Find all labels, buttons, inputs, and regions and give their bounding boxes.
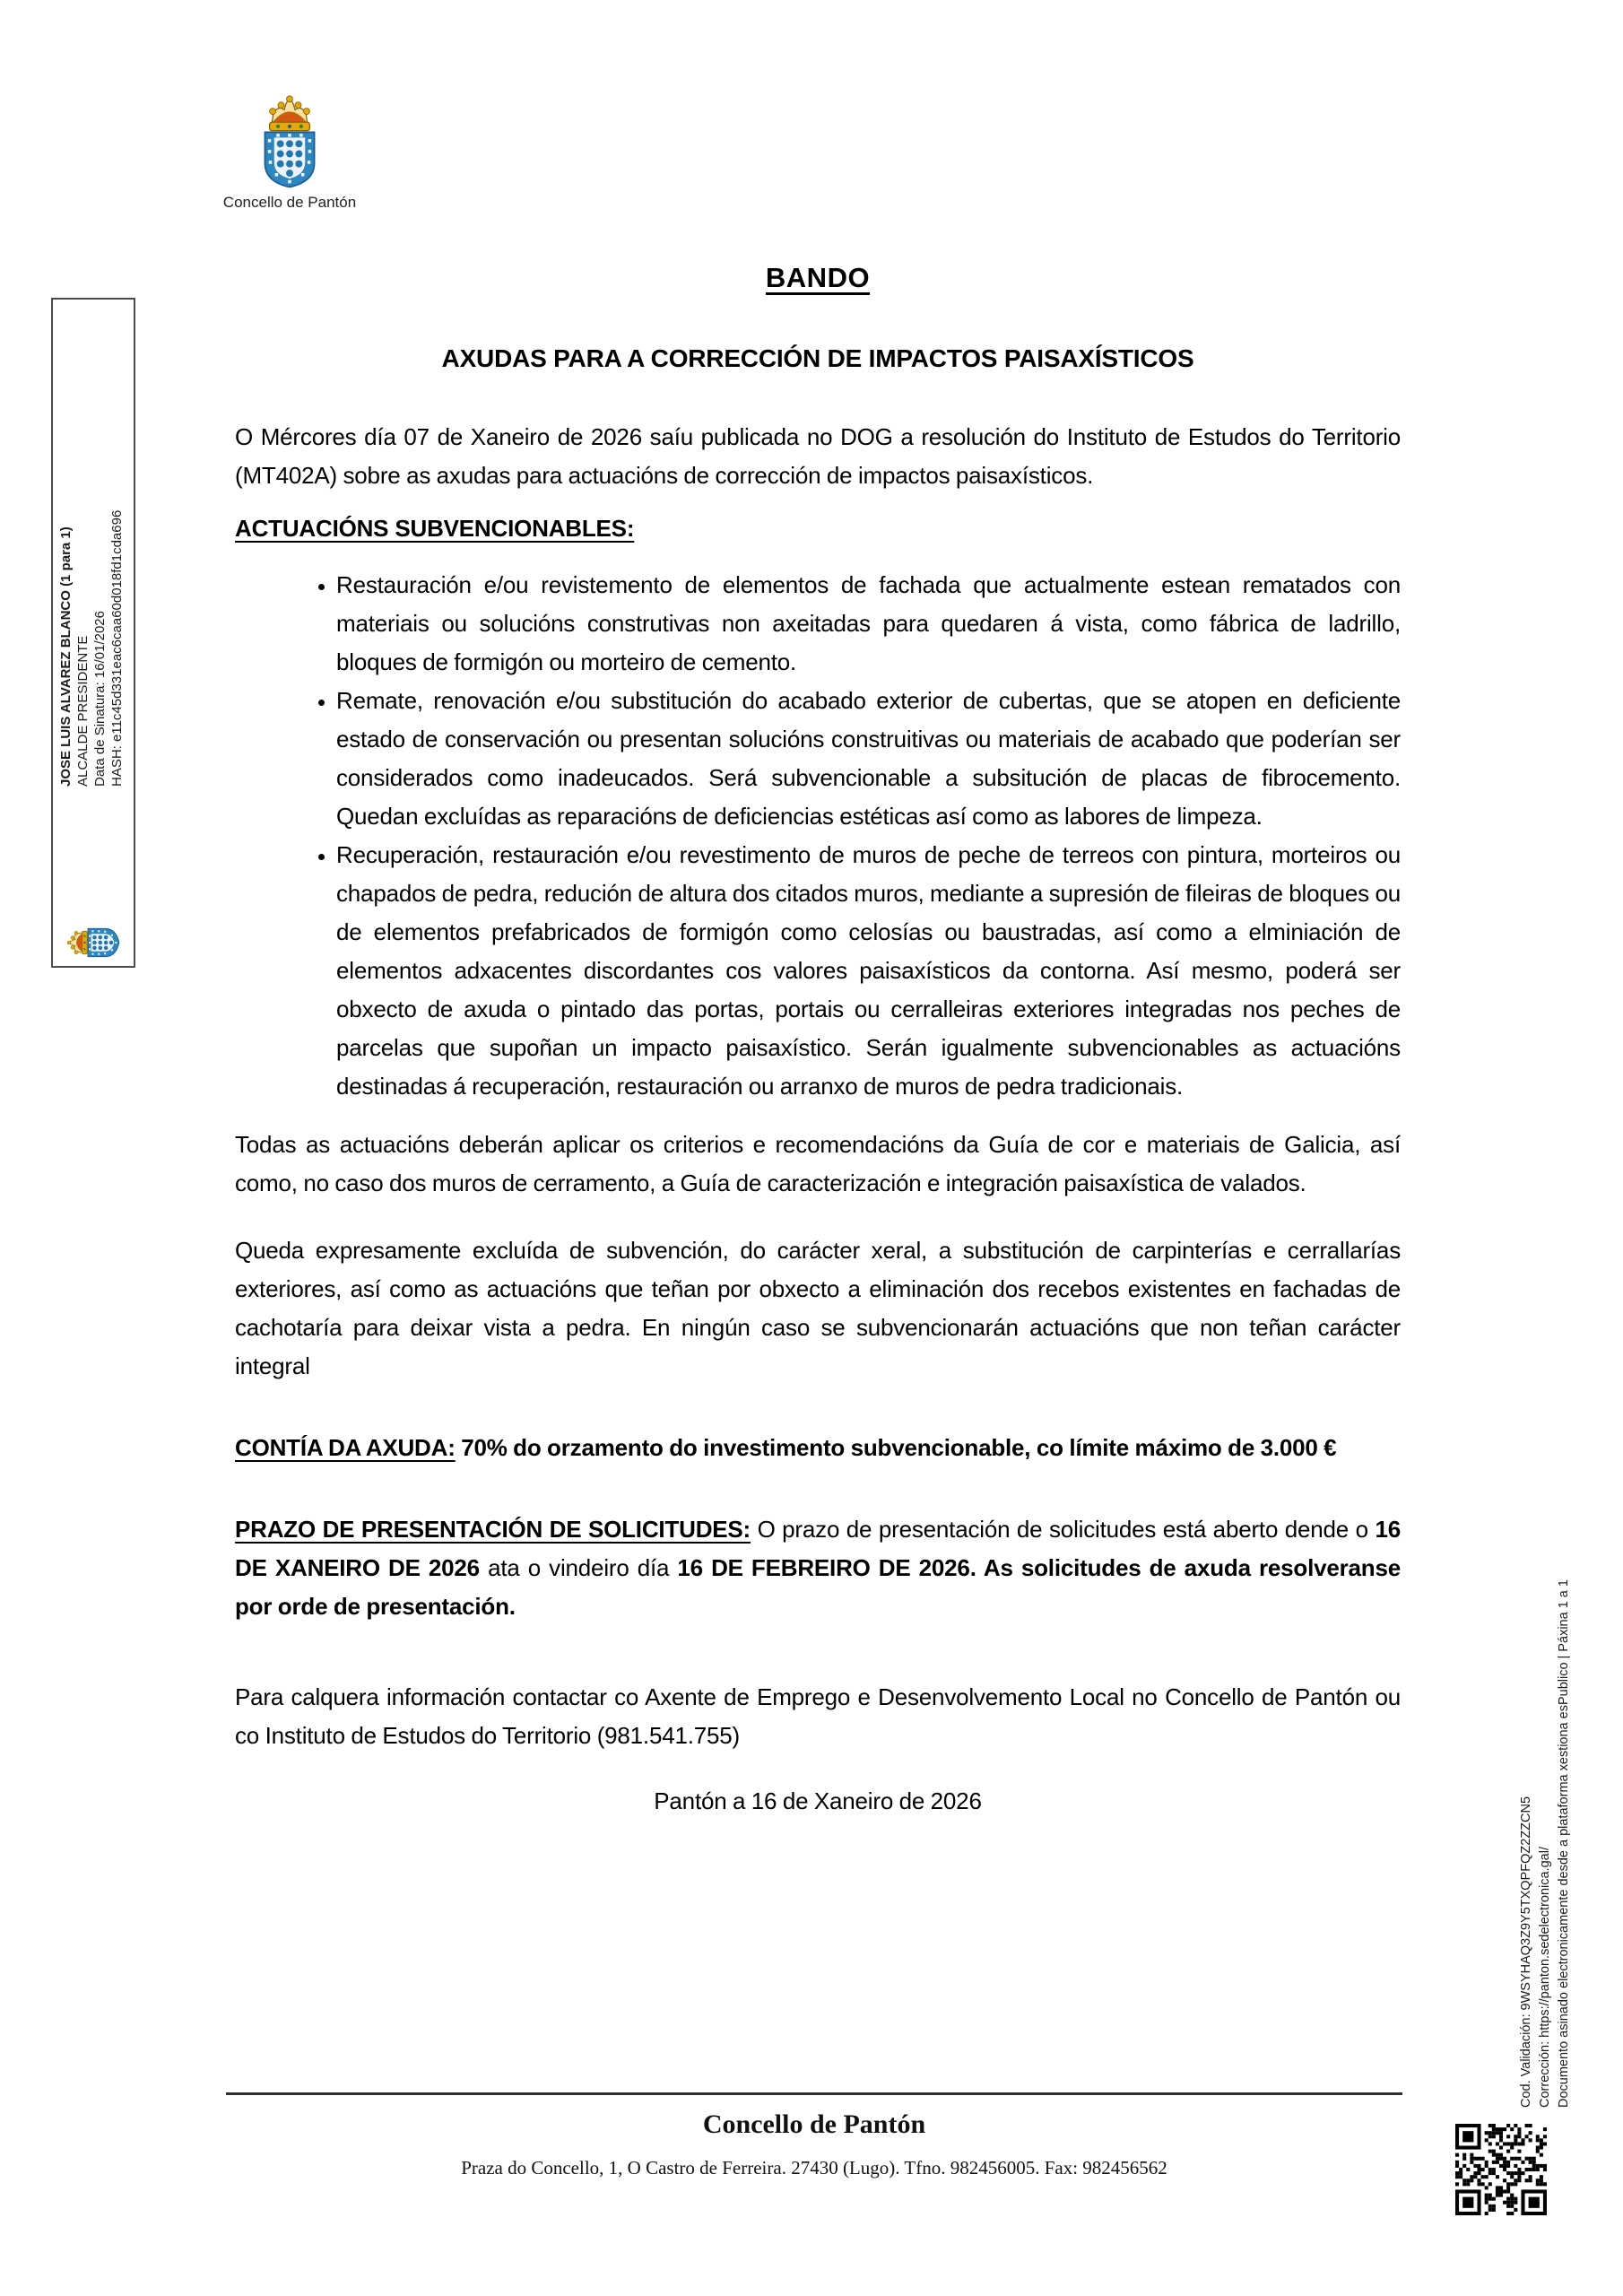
doc-subtitle: AXUDAS PARA A CORRECCIÓN DE IMPACTOS PAISAXÍSTICOS xyxy=(441,344,1194,372)
coat-of-arms-small-icon xyxy=(64,905,121,946)
signature-text xyxy=(57,477,129,787)
signer-role: ALCALDE PRESIDENTE xyxy=(75,635,91,787)
document-body xyxy=(235,262,1401,1821)
paragraph-criteria: Todas as actuacións deberán aplicar os criterios e recomendacións da Guía de cor e materiais de Galicia, así como, no caso dos muros de cerramento, a Guía de caracterización e integración paisaxística de valados. xyxy=(235,1131,1401,1196)
signature-hash: HASH: e11c45d331eac6caa60d018fd1cda696 xyxy=(109,509,125,787)
section-heading-actuacions: ACTUACIÓNS SUBVENCIONABLES: xyxy=(235,515,635,542)
footer-org-name: Concello de Pantón xyxy=(702,2109,926,2139)
paragraph-contact: Para calquera información contactar co Axente de Emprego e Desenvolvemento Local no Concello de Pantón ou co Instituto de Estudos do Territorio (981.541.755) xyxy=(235,1683,1401,1749)
qr-code xyxy=(1455,2124,1547,2215)
paragraph-exclusions: Queda expresamente excluída de subvención, do carácter xeral, a substitución de carpinterías e cerrallarías exteriores, así como as actuacións que teñan por obxecto a eliminación dos recebos existentes en fachadas de cachotaría para deixar vista a pedra. En ningún caso se subvencionarán actuacións que non teñan carácter integral xyxy=(235,1237,1401,1379)
deadline-date-end: 16 DE FEBREIRO DE 2026. As solicitudes de axuda resolveranse por orde de presentación. xyxy=(235,1554,1402,1620)
subsidised-actions-list xyxy=(235,566,1401,1106)
paragraph-deadline xyxy=(235,1510,1401,1626)
list-item: • Restauración e/ou revistemento de elementos de fachada que actualmente estean rematados con materiais ou solucións construtivas non axeitadas para quedaren á vista, como fábrica de ladrillo, bloques de formigón ou morteiro de cemento. xyxy=(336,566,1401,682)
signer-name: JOSE LUIS ALVAREZ BLANCO (1 para 1) xyxy=(58,526,74,787)
intro-paragraph: O Mércores día 07 de Xaneiro de 2026 saíu publicada no DOG a resolución do Instituto de Estudos do Territorio (MT402A) sobre as axudas para actuacións de corrección de impactos paisaxísticos. xyxy=(235,423,1401,489)
paragraph-amount xyxy=(235,1429,1401,1467)
list-item: • Remate, renovación e/ou substitución do acabado exterior de cubertas, que se atopen en deficiente estado de conservación ou presentan solucións construitivas ou materiais de acabado que poderían ser considerados como inadeucados. Será subvencionable a subsitución de placas de fibrocemento. Quedan excluídas as reparacións de deficiencias estéticas así como as labores de limpeza. xyxy=(336,682,1401,836)
page-title: BANDO xyxy=(765,262,871,293)
deadline-date-start: 16 DE XANEIRO DE 2026 xyxy=(235,1516,1401,1581)
coat-of-arms-icon xyxy=(255,90,325,190)
amount-text: 70% do orzamento do investimento subvencionable, co límite máximo de 3.000 € xyxy=(455,1434,1337,1461)
deadline-label: PRAZO DE PRESENTACIÓN DE SOLICITUDES: xyxy=(235,1516,751,1543)
signature-date: Data de Sinatura: 16/01/2026 xyxy=(92,611,108,787)
validation-margin-text xyxy=(1517,1372,1578,2108)
header-logo xyxy=(222,90,357,212)
footer-address: Praza do Concello, 1, O Castro de Ferreira. 27430 (Lugo). Tfno. 982456005. Fax: 982456562 xyxy=(461,2157,1167,2179)
logo-caption: Concello de Pantón xyxy=(222,194,357,211)
deadline-text-2: ata o vindeiro día xyxy=(479,1554,678,1581)
amount-label: CONTÍA DA AXUDA: xyxy=(235,1434,456,1461)
deadline-text-1: O prazo de presentación de solicitudes está aberto dende o xyxy=(751,1516,1376,1543)
list-item: • Recuperación, restauración e/ou revestimento de muros de peche de terreos con pintura, morteiros ou chapados de pedra, redución de altura dos citados muros, mediante a supresión de fileiras de bloques ou de elementos prefabricados de formigón como celosías ou baustradas, así como a elminiación de elementos adxacentes discordantes cos valores paisaxísticos da contorna. Así mesmo, poderá ser obxecto de axuda o pintado das portas, portais ou cerralleiras exteriores integradas nos peches de parcelas que supoñan un impacto paisaxístico. Serán igualmente subvencionables as actuacións destinadas á recuperación, restauración ou arranxo de muros de pedra tradicionais. xyxy=(336,836,1401,1106)
footer-divider xyxy=(226,2092,1402,2095)
verification-url: Corrección: https://panton.sedelectronica.gal/ xyxy=(1538,1847,1552,2108)
validation-code: Cod. Validación: 9WSYHAQ3Z9Y5TXQPFQZ2ZZCN5 xyxy=(1519,1796,1533,2108)
dateline: Pantón a 16 de Xaneiro de 2026 xyxy=(654,1787,982,1814)
signature-sidebar xyxy=(51,298,135,968)
esignature-note: Documento asinado electronicamente desde a plataforma xestiona esPublico | Páxina 1 a 1 xyxy=(1557,1579,1571,2108)
